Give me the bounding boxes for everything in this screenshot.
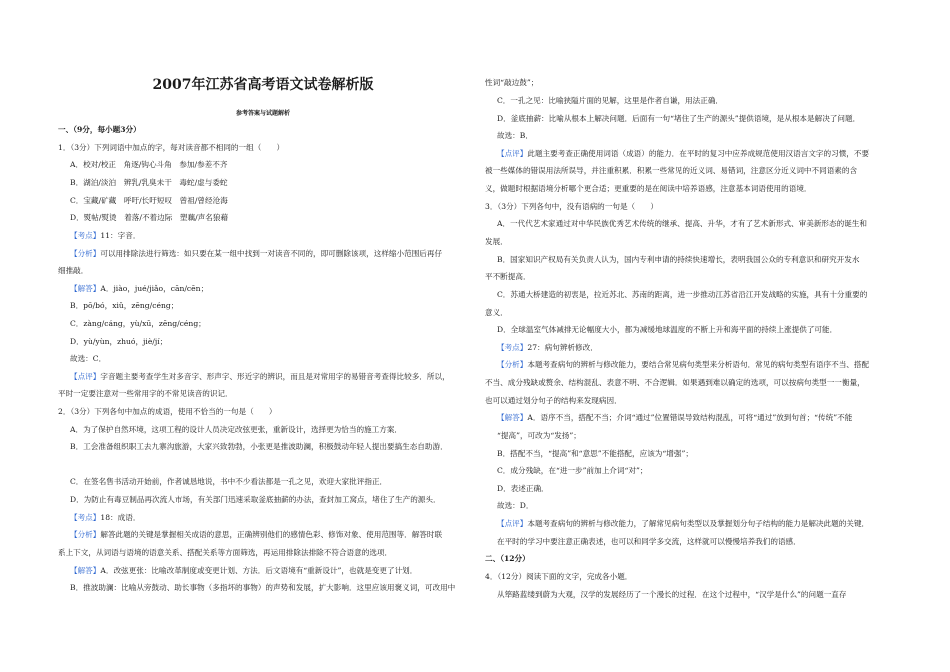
q1-fenxi-line-1: 可以用排除法进行筛选：如只要在某一组中找到一对读音不同的，即可删除该项，这样缩小范围后再仔	[100, 249, 443, 258]
q3-dianping	[497, 519, 869, 529]
q2-conclusion: 故选：B．	[497, 131, 533, 140]
q1-answer-b: B．pō/bó，xiǔ，zēng/céng；	[70, 301, 179, 310]
q3-answer-a: A．语序不当，搭配不当；介词“通过”位置错误导致结构混乱，可将“通过”放到句首；“传统”不能	[527, 413, 853, 422]
kaodian-tag: 【考点】	[497, 343, 528, 352]
q3-option-b-cont: 平不断提高．	[485, 272, 531, 281]
q3-kaodian-text: 27：病句辨析修改．	[527, 343, 598, 352]
q1-stem: 1．（3分）下列词语中加点的字，每对读音都不相同的一组（ ）	[58, 143, 285, 152]
q2-dianping-line-2: 被一些媒体的错误用法所误导，并注重积累．积累一些常见的近义词、易错词，注意区分近义词中不同语素的含	[485, 166, 858, 175]
q3-kaodian	[497, 343, 598, 353]
q2-stem: 2．（3分）下列各句中加点的成语，使用不恰当的一句是（ ）	[58, 407, 277, 416]
q1-conclusion: 故选：C．	[70, 354, 107, 363]
q2-continuation: 性词“敲边鼓”；	[485, 78, 539, 87]
q3-fenxi-line-3: 也可以通过划分句子的结构来发现病因．	[485, 396, 622, 405]
q3-option-b: B．国家知识产权局有关负责人认为，国内专利申请的持续快速增长，表明我国公众的专利意识和研究开发水	[497, 255, 860, 264]
q2-answer-a: A．改弦更张：比喻改革制度或变更计划、方法．后文语境有“重新设计”，也就是变更了计划．	[100, 566, 418, 575]
q3-option-a: A．一代代艺术家通过对中华民族优秀艺术传统的继承、提高、升华，才有了艺术新形式、审美新形态的诞生和	[497, 219, 867, 228]
fenxi-tag: 【分析】	[497, 360, 528, 369]
q2-option-b: B．工会准备组织职工去九寨沟旅游，大家兴致勃勃，小张更是推波助澜，积极鼓动年轻人提出要搞生态自助游．	[70, 442, 448, 451]
q3-dianping-line-2: 在平时的学习中要注意正确表述，也可以和同学多交流，这样就可以慢慢培养我们的语感．	[497, 537, 801, 546]
q2-option-c: C．在签名售书活动开始前，作者诚恳地说，书中不少看法都是一孔之见，欢迎大家批评指正．	[70, 477, 388, 486]
q2-answer-b: B．推波助澜：比喻从旁鼓动、助长事物（多指坏的事物）的声势和发展，扩大影响．这里应该用褒义词，可改用中	[70, 583, 456, 592]
q2-dianping-line-1: 此题主要考查正确使用词语（成语）的能力．在平时的复习中应养成规范使用汉语言文字的习惯，不要	[527, 149, 870, 158]
q3-fenxi-line-1: 本题考查病句的辨析与修改能力，要结合常见病句类型来分析语句．常见的病句类型有语序不当、搭配	[527, 360, 870, 369]
q3-option-c: C．苏通大桥建造的初衷是，拉近苏北、苏南的距离，进一步推动江苏省沿江开发战略的实施，具有十分重要的	[497, 290, 868, 299]
jieda-tag: 【解答】	[70, 284, 101, 293]
q3-fenxi-line-2: 不当、成分残缺或赘余、结构混乱、表意不明、不合逻辑．如果遇到难以确定的选项，可以按病句类型一一衡量，	[485, 378, 865, 387]
q1-kaodian-text: 11：字音．	[100, 231, 141, 240]
fenxi-tag: 【分析】	[70, 530, 101, 539]
q2-option-d: D．为防止有毒豆制品再次流人市场，有关部门迅速采取釜底抽薪的办法，查封加工窝点，堵住了生产的源头．	[70, 495, 441, 504]
q2-fenxi-line-1: 解答此题的关键是掌握相关成语的意思，正确辨别他们的感情色彩、修饰对象、使用范围等．解答时联	[100, 530, 443, 539]
q1-fenxi	[70, 249, 442, 259]
section-heading-1: 一、（9分，每小题3分）	[58, 125, 141, 134]
q3-option-c-cont: 意义．	[485, 308, 508, 317]
q2-kaodian	[70, 513, 140, 523]
q1-answer-c: C．zàng/cáng，yù/xū，zēng/céng；	[70, 319, 206, 328]
q3-option-a-cont: 发展．	[485, 237, 508, 246]
q3-jieda	[497, 413, 852, 423]
q1-dianping	[70, 372, 450, 382]
q3-answer-c: C．成分残缺，在“进一步”前加上介词“对”；	[497, 466, 648, 475]
q1-option-b: B．湖泊/淡泊 辨乳/乳臭未干 毒蛇/虚与委蛇	[70, 178, 228, 187]
fenxi-tag: 【分析】	[70, 249, 101, 258]
q2-dianping-line-3: 义，做题时根据语境分析哪个更合适；更重要的是在阅读中培养语感，注意基本词语使用的语境．	[485, 184, 812, 193]
q3-answer-d: D．表述正确．	[497, 484, 549, 493]
q2-fenxi	[70, 530, 442, 540]
q1-option-a: A．校对/校正 角逐/钩心斗角 参加/参差不齐	[70, 160, 228, 169]
q1-jieda	[70, 284, 208, 294]
q2-option-a: A．为了保护自然环境，这项工程的设计人员决定改弦更张，重新设计，选择更为恰当的施工方案．	[70, 425, 403, 434]
q1-fenxi-line-2: 细推敲．	[58, 266, 89, 275]
kaodian-tag: 【考点】	[70, 231, 101, 240]
q1-option-c: C．宝藏/矿藏 呼吁/长吁短叹 曾祖/曾经沧海	[70, 196, 228, 205]
q3-answer-a-cont: “提高”，可改为“发扬”；	[497, 431, 581, 440]
q3-stem: 3．（3分）下列各句中，没有语病的一句是（ ）	[485, 202, 658, 211]
q2-jieda	[70, 566, 417, 576]
dianping-tag: 【点评】	[70, 372, 101, 381]
jieda-tag: 【解答】	[497, 413, 528, 422]
q2-answer-d: D．釜底抽薪：比喻从根本上解决问题．后面有一句“堵住了生产的源头”提供语境，是从根本是解决了问题．	[497, 114, 861, 123]
q2-dianping	[497, 149, 869, 159]
q1-answer-a: A．jiào，jué/jiǎo，cān/cēn；	[100, 284, 209, 293]
q3-dianping-line-1: 本题考查病句的辨析与修改能力，了解常见病句类型以及掌握划分句子结构的能力是解决此题的关键．	[527, 519, 870, 528]
q1-dianping-line-1: 字音题主要考查学生对多音字、形声字、形近字的辨识，而且是对常用字的易错音考查得比较多．所以，	[100, 372, 450, 381]
section-heading-2: 二、（12分）	[485, 554, 530, 563]
q4-stem: 4．（12分）阅读下面的文字，完成各小题．	[485, 572, 633, 581]
page-subtitle: 参考答案与试题解析	[235, 110, 290, 117]
dianping-tag: 【点评】	[497, 149, 528, 158]
q3-option-d: D．全球温室气体减排无论幅度大小，都为减缓地球温度的不断上升和海平面的持续上涨提供了可能．	[497, 325, 838, 334]
q3-answer-b: B．搭配不当，“提高”和“意思”不能搭配，应该为“增强”；	[497, 449, 693, 458]
q2-answer-c: C．一孔之见：比喻狭隘片面的见解，这里是作者自谦，用法正确．	[497, 96, 724, 105]
q2-fenxi-line-2: 系上下文，从词语与语境的语意关系、搭配关系等方面筛选，再运用排除法排除不符合语意的选项．	[58, 548, 393, 557]
q3-fenxi	[497, 360, 869, 370]
q1-option-d: D．熨帖/熨烫 着落/不着边际 塑藕/声名狼藉	[70, 213, 229, 222]
q1-dianping-line-2: 平时一定要注意对一些常用字的不常见读音的识记．	[58, 389, 233, 398]
q3-conclusion: 故选：D．	[497, 501, 534, 510]
jieda-tag: 【解答】	[70, 566, 101, 575]
page-title: 2007年江苏省高考语文试卷解析版	[152, 77, 374, 93]
kaodian-tag: 【考点】	[70, 513, 101, 522]
q4-passage-start: 从筚路蓝缕到蔚为大观，汉学的发展经历了一个漫长的过程．在这个过程中，“汉学是什么”的问题一直存	[497, 590, 847, 599]
q2-kaodian-text: 18：成语．	[100, 513, 141, 522]
q1-kaodian	[70, 231, 140, 241]
q1-answer-d: D．yù/yùn，zhuó，jiè/jí；	[70, 337, 168, 346]
dianping-tag: 【点评】	[497, 519, 528, 528]
